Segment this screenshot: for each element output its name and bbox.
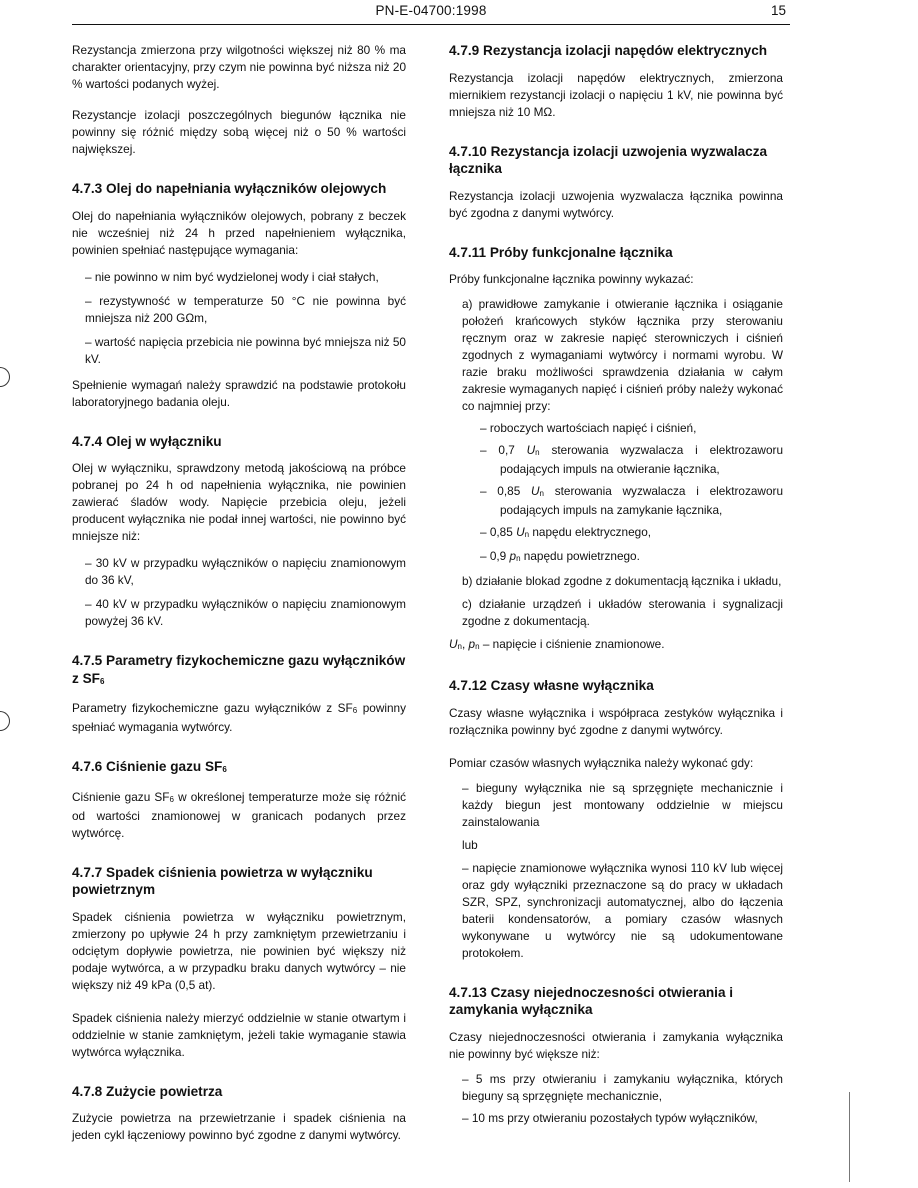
section-heading-4-7-7: 4.7.7 Spadek ciśnienia powietrza w wyłączniku powietrznym	[72, 864, 373, 897]
paragraph: Spadek ciśnienia powietrza w wyłączniku powietrznym, zmierzony po upływie 24 h przy zamkniętym przewietrzaniu i odciętym dopływie powietrza, nie powinien być większy niż podaje wytwórca, a w przypadku braku danych wytwórcy – nie większy niż 49 kPa (0,5 at).	[72, 909, 406, 992]
list-item: – napięcie znamionowe wyłącznika wynosi 110 kV lub więcej oraz gdy wyłączniki przeznaczone są do pracy w układach SZR, SPZ, synchronizacji automatycznej, albo do łączenia baterii kondensatorów, a pomiary czasów własnych wykonywane u wytwórcy nie są udokumentowane protokołem.	[462, 860, 783, 960]
paragraph: Olej do napełniania wyłączników olejowych, pobrany z beczek nie wcześniej niż 24 h przed napełnieniem wyłącznika, powinien spełniać następujące wymagania:	[72, 208, 406, 257]
list-item: – 5 ms przy otwieraniu i zamykaniu wyłącznika, których bieguny są sprzęgnięte mechanicznie,	[462, 1071, 783, 1103]
paragraph: Rezystancja izolacji uzwojenia wyzwalacza łącznika powinna być zgodna z danymi wytwórcy.	[449, 188, 783, 220]
list-item: – 40 kV w przypadku wyłączników o napięciu znamionowym powyżej 36 kV.	[85, 597, 406, 628]
sub-list-item: – 0,7 $U_n$ sterowania wyzwalacza i elektrozaworu podających impuls na otwieranie łącznika,	[480, 443, 784, 476]
page-number: 15	[770, 3, 786, 18]
sub-list-item: – 0,85 $U_n$ sterowania wyzwalacza i elektrozaworu podających impuls na zamykanie łącznika,	[480, 484, 784, 517]
list-item: – 10 ms przy otwieraniu pozostałych typów wyłączników,	[462, 1110, 758, 1125]
sub-list-item: – 0,9 $p_n$ napędu powietrznego.	[480, 549, 640, 563]
list-item: – bieguny wyłącznika nie są sprzęgnięte mechanicznie i każdy biegun jest montowany oddzielnie w miejscu zainstalowania	[462, 780, 783, 829]
list-connector: lub	[462, 837, 478, 852]
section-heading-4-7-8: 4.7.8 Zużycie powietrza	[72, 1083, 223, 1099]
paragraph: Czasy własne wyłącznika i współpraca zestyków wyłącznika i rozłącznika powinny być zgodne z danymi wytwórcy.	[449, 705, 783, 737]
paragraph: Olej w wyłączniku, sprawdzony metodą jakościową na próbce pobranej po 24 h od napełnienia wyłącznika, nie powinien zawierać śladów wody. Napięcie przebicia oleju, jeżeli producent wyłącznika nie podał innej wartości, nie powinno być mniejsze niż:	[72, 461, 406, 543]
section-heading-4-7-4: 4.7.4 Olej w wyłączniku	[72, 433, 222, 449]
paragraph: Czasy niejednoczesności otwierania i zamykania wyłącznika nie powinny być większe niż:	[449, 1029, 783, 1061]
list-item: – nie powinno w nim być wydzielonej wody i ciał stałych,	[85, 269, 379, 284]
standard-number: PN-E-04700:1998	[375, 3, 487, 18]
paragraph: Zużycie powietrza na przewietrzanie i spadek ciśnienia na jeden cykl łączeniowy powinno być zgodne z danymi wytwórcy.	[72, 1111, 406, 1142]
paragraph: Ciśnienie gazu $SF_6$ w określonej temperaturze może się różnić od wartości znamionowej w granicach podanych przez wytwórcę.	[72, 789, 406, 840]
section-heading-4-7-3: 4.7.3 Olej do napełniania wyłączników olejowych	[72, 181, 387, 196]
list-item: – wartość napięcia przebicia nie powinna być mniejsza niż 50 kV.	[85, 334, 406, 366]
right-column	[449, 42, 783, 1127]
list-item: b) działanie blokad zgodne z dokumentacją łącznika i układu,	[462, 574, 782, 588]
binder-hole-mark	[0, 367, 10, 387]
list-item: a) prawidłowe zamykanie i otwieranie łącznika i osiąganie położeń krańcowych styków łącznika przy sterowaniu ręcznym oraz w zakresie napięć sterowniczych i ciśnień zgodnych z wymaganiami wytwórcy i normami wyrobu. W razie braku możliwości sprawdzenia działania w całym zakresie wymaganych napięć i ciśnień próby należy wykonać co najmniej przy:	[462, 297, 783, 413]
page-header	[72, 0, 790, 25]
list-item: – rezystywność w temperaturze 50 °C nie powinna być mniejsza niż 200 GΩm,	[85, 293, 406, 325]
section-heading-4-7-12: 4.7.12 Czasy własne wyłącznika	[449, 678, 654, 693]
list-item: c) działanie urządzeń i układów sterowania i sygnalizacji zgodne z dokumentacją.	[462, 597, 783, 628]
section-heading-4-7-5: 4.7.5 Parametry fizykochemiczne gazu wyłączników z $SF_6$	[72, 653, 406, 686]
paragraph: Próby funkcjonalne łącznika powinny wykazać:	[449, 272, 694, 286]
margin-line	[849, 1092, 850, 1182]
section-heading-4-7-13: 4.7.13 Czasy niejednoczesności otwierania i zamykania wyłącznika	[449, 984, 734, 1017]
paragraph: Spełnienie wymagań należy sprawdzić na podstawie protokołu laboratoryjnego badania oleju.	[72, 377, 406, 409]
paragraph: Rezystancje izolacji poszczególnych biegunów łącznika nie powinny się różnić między sobą więcej niż o 50 % wartości największej.	[72, 108, 406, 156]
section-heading-4-7-6: 4.7.6 Ciśnienie gazu $SF_6$	[72, 759, 227, 774]
sub-list-item: – 0,85 $U_n$ napędu elektrycznego,	[480, 525, 652, 539]
paragraph: Rezystancja izolacji napędów elektrycznych, zmierzona miernikiem rezystancji izolacji o napięciu 1 kV, nie powinna być mniejsza niż 10 MΩ.	[449, 70, 783, 119]
section-heading-4-7-9: 4.7.9 Rezystancja izolacji napędów elektrycznych	[449, 43, 768, 58]
paragraph: Parametry fizykochemiczne gazu wyłączników z $SF_6$ powinny spełniać wymagania wytwórcy.	[72, 701, 407, 734]
paragraph: Rezystancja zmierzona przy wilgotności większej niż 80 % ma charakter orientacyjny, przy czym nie powinna być niższa niż 20 % wartości podanych wyżej.	[72, 43, 406, 91]
symbol-note: $U_n$, $p_n$ – napięcie i ciśnienie znamionowe.	[449, 637, 665, 651]
section-heading-4-7-11: 4.7.11 Próby funkcjonalne łącznika	[449, 244, 673, 260]
binder-hole-mark	[0, 711, 10, 731]
list-item: – 30 kV w przypadku wyłączników o napięciu znamionowym do 36 kV,	[85, 556, 406, 587]
section-heading-4-7-10: 4.7.10 Rezystancja izolacji uzwojenia wyzwalacza łącznika	[449, 143, 768, 176]
paragraph: Spadek ciśnienia należy mierzyć oddzielnie w stanie otwartym i oddzielnie w stanie zamkniętym, jeżeli takie wymaganie stawia wytwórca wyłącznika.	[72, 1010, 406, 1059]
sub-list-item: – roboczych wartościach napięć i ciśnień,	[480, 421, 697, 435]
left-column	[72, 42, 406, 1144]
paragraph: Pomiar czasów własnych wyłącznika należy wykonać gdy:	[449, 755, 754, 770]
